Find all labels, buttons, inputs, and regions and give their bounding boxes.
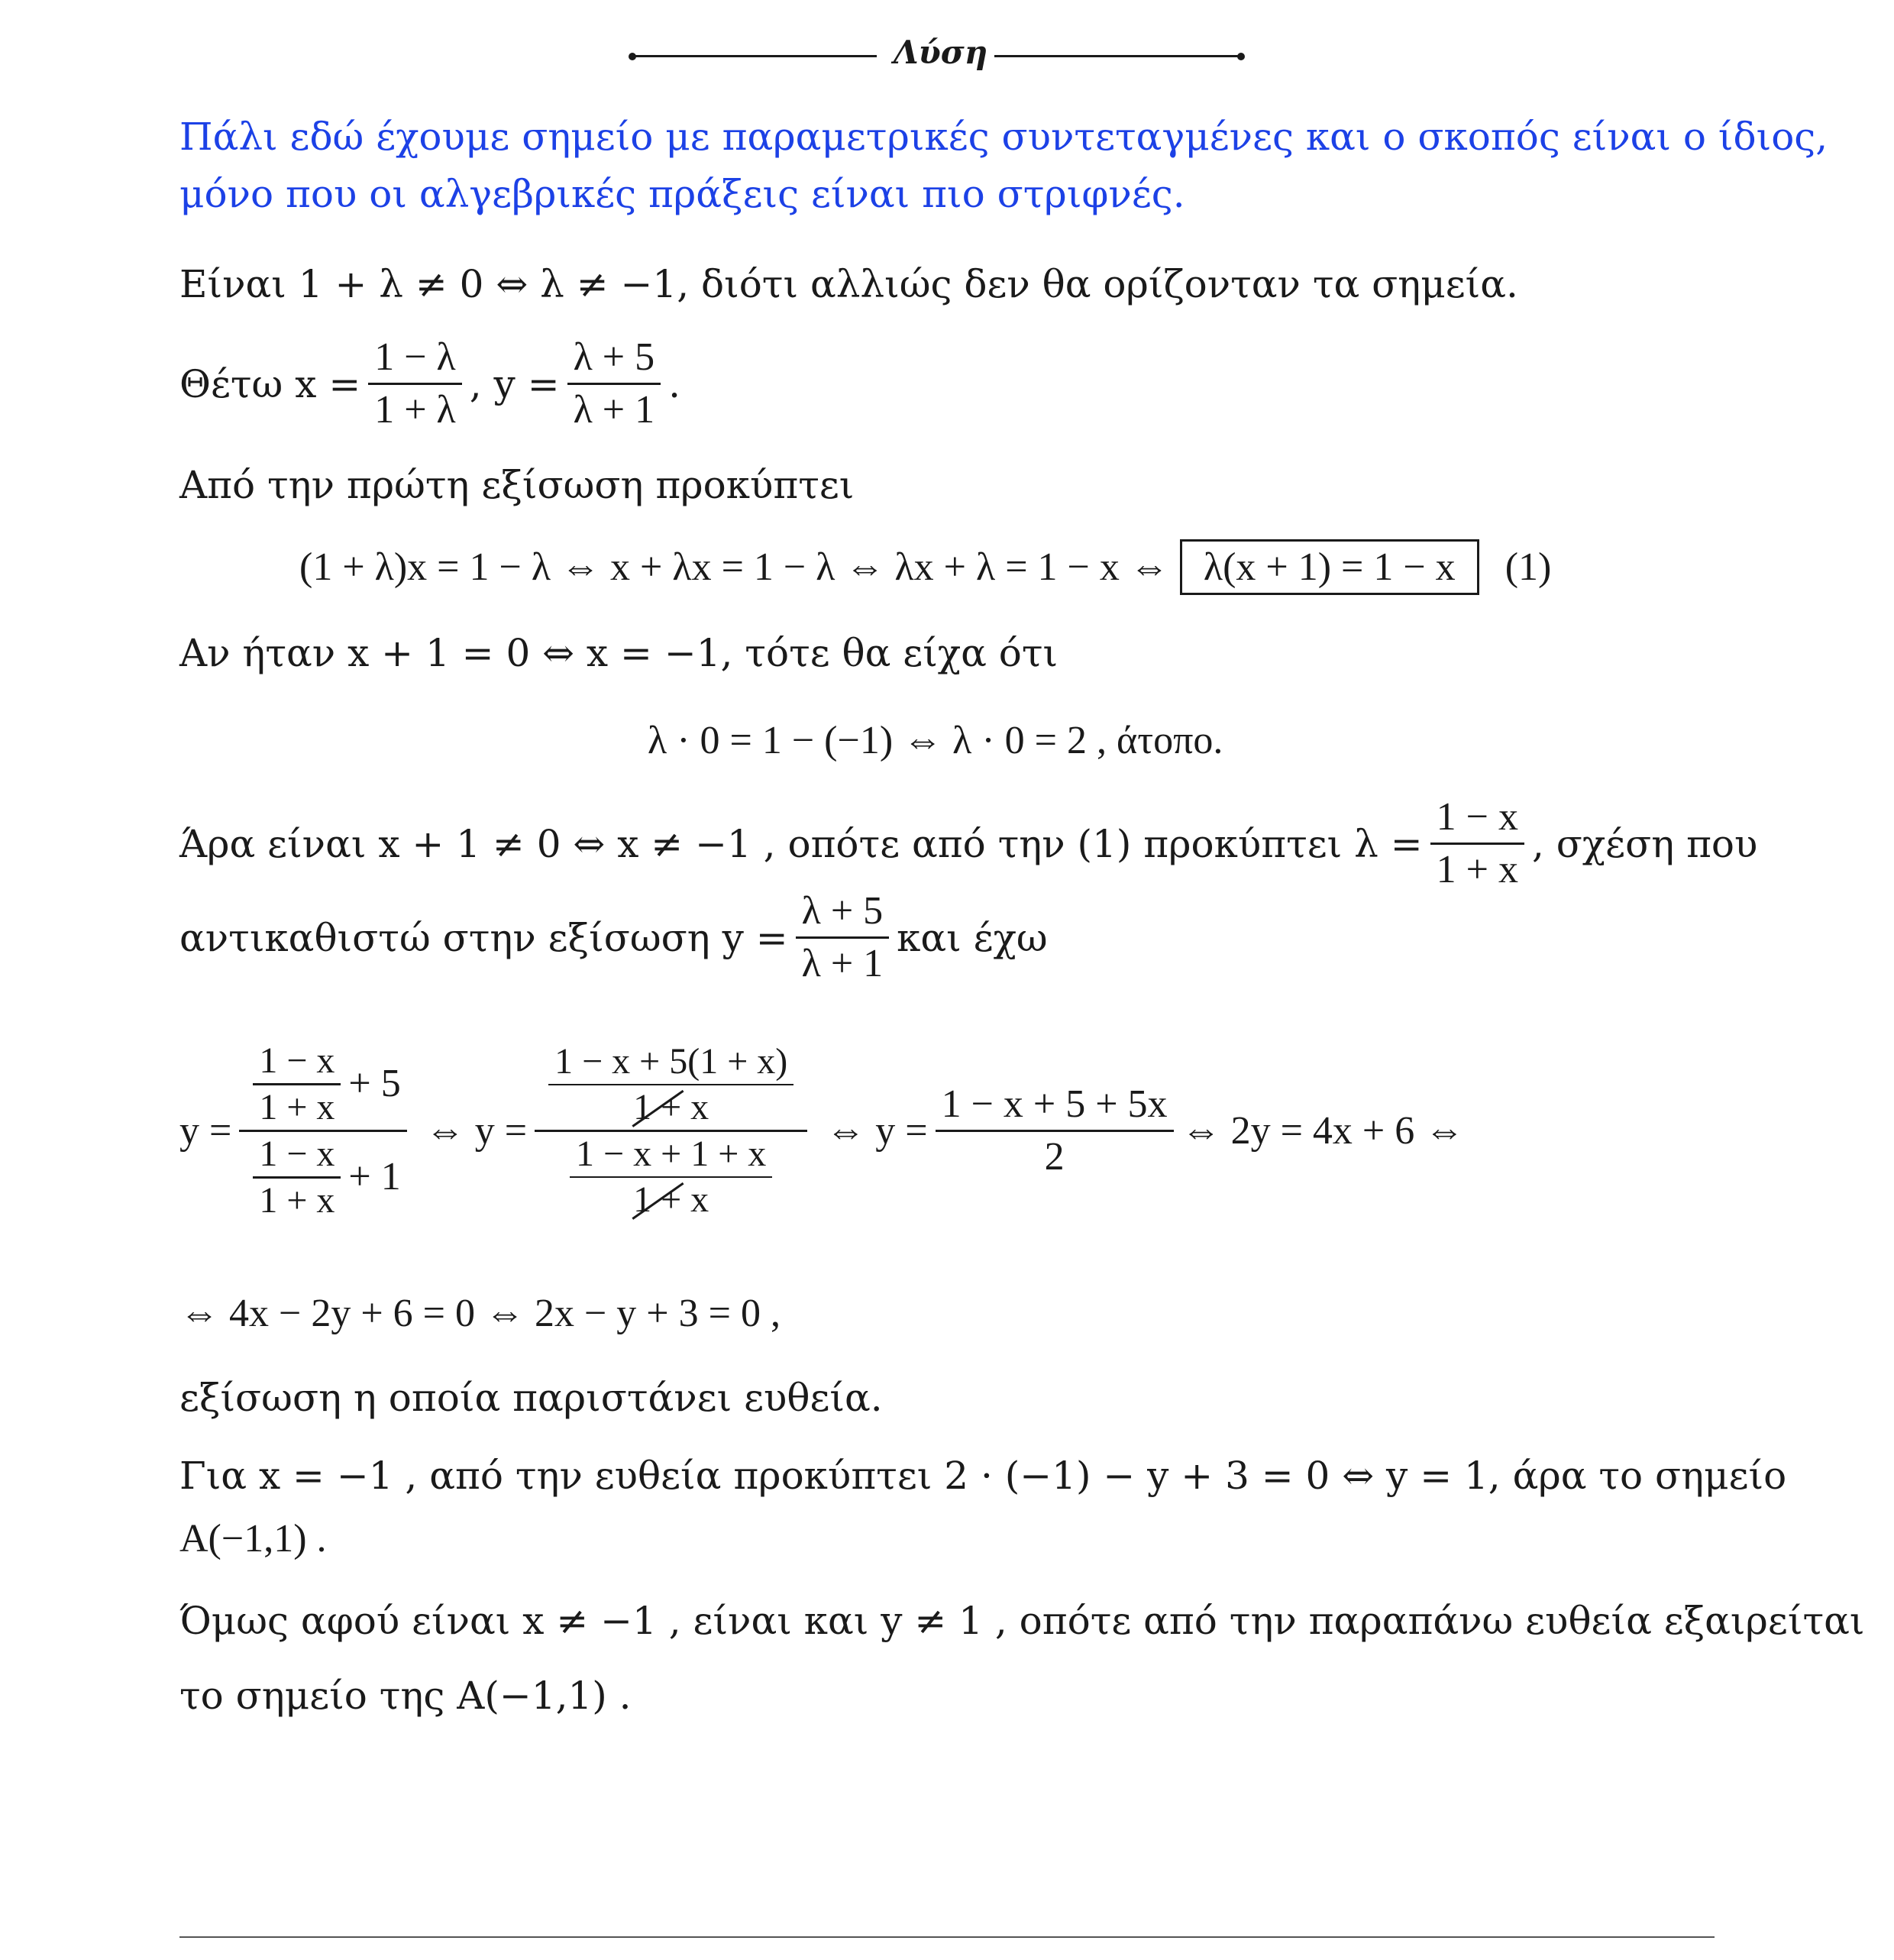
compound-b-top-frac — [548, 1040, 793, 1130]
compound-b-bottom — [556, 1132, 786, 1222]
compound-b-bottom-den-cancelled: 1 + x — [627, 1178, 715, 1222]
fraction-x-den: 1 + λ — [374, 388, 456, 432]
compound-a-top-plus: + 5 — [348, 1062, 401, 1105]
compound-a-top-frac — [253, 1039, 341, 1130]
equation-1 — [299, 535, 1551, 599]
equation-4: ⇔ 4x − 2y + 6 = 0 ⇔ 2x − y + 3 = 0 , — [179, 1292, 781, 1335]
paragraph-exclusion-line-2: το σημείο της A(−1,1) . — [179, 1674, 632, 1718]
paragraph-substitute — [179, 886, 1048, 989]
intro-line-2: μόνο που οι αλγεβρικές πράξεις είναι πιο στριφνές. — [179, 172, 1185, 216]
fraction-c — [936, 1079, 1174, 1182]
fraction-c-den: 2 — [1044, 1134, 1065, 1179]
paragraph-set-xy — [179, 332, 680, 435]
fraction-c-num: 1 − x + 5 + 5x — [941, 1082, 1168, 1126]
compound-a-bottom-den: 1 + x — [259, 1179, 335, 1221]
compound-a-bottom-num: 1 − x — [259, 1133, 335, 1174]
equation-1-tag: (1) — [1505, 545, 1552, 589]
fraction-y-lambda — [796, 886, 890, 989]
paragraph-point-line-2: A(−1,1) . — [179, 1517, 327, 1561]
paragraph-line: εξίσωση η οποία παριστάνει ευθεία. — [179, 1376, 883, 1420]
paragraph-exclusion-line-1: Όμως αφού είναι x ≠ −1 , είναι και y ≠ 1 , οπότε από την παραπάνω ευθεία εξαιρείται — [179, 1599, 1865, 1643]
compound-b-top-den-cancelled: 1 + x — [627, 1085, 715, 1130]
compound-a-top-den: 1 + x — [259, 1086, 335, 1127]
fraction-lambda-num: 1 − x — [1436, 795, 1518, 839]
fraction-y-lambda-den: λ + 1 — [801, 942, 884, 985]
paragraph-condition: Είναι 1 + λ ≠ 0 ⇔ λ ≠ −1, διότι αλλιώς δεν θα ορίζονταν τα σημεία. — [179, 262, 1518, 306]
set-xy-end: . — [668, 361, 681, 406]
fraction-x — [368, 332, 462, 435]
compound-fraction-a — [239, 1039, 406, 1223]
paragraph-first-equation: Από την πρώτη εξίσωση προκύπτει — [179, 463, 855, 507]
heading-left-rule — [634, 55, 877, 57]
eq3-y-eq: y = — [179, 1108, 232, 1153]
fraction-y — [567, 332, 661, 435]
fraction-x-num: 1 − λ — [374, 335, 456, 379]
set-xy-lead: Θέτω x = — [179, 361, 361, 406]
set-xy-mid: , y = — [469, 361, 560, 406]
fraction-lambda-den: 1 + x — [1436, 848, 1518, 891]
eq3-tail: ⇔ 2y = 4x + 6 ⇔ — [1181, 1108, 1465, 1153]
equation-1-boxed: λ(x + 1) = 1 − x — [1180, 539, 1479, 595]
solution-heading: Λύση — [894, 34, 988, 71]
compound-a-bottom-plus: + 1 — [348, 1155, 401, 1198]
compound-fraction-b — [535, 1040, 807, 1222]
equation-3 — [179, 1020, 1464, 1241]
eq3-iff-1: ⇔ y = — [425, 1108, 528, 1153]
heading-right-rule — [994, 55, 1240, 57]
fraction-lambda — [1430, 792, 1524, 895]
fraction-y-num: λ + 5 — [573, 335, 655, 379]
substitute-lead: αντικαθιστώ στην εξίσωση y = — [179, 915, 788, 960]
lambda-end: , σχέση που — [1531, 821, 1758, 866]
compound-a-top — [239, 1039, 406, 1130]
eq3-iff-2: ⇔ y = — [826, 1108, 928, 1153]
compound-b-bottom-num: 1 − x + 1 + x — [576, 1133, 767, 1174]
intro-line-1: Πάλι εδώ έχουμε σημείο με παραμετρικές συντεταγμένες και ο σκοπός είναι ο ίδιος, — [179, 115, 1828, 159]
footer-divider — [179, 1936, 1715, 1938]
paragraph-point-line-1: Για x = −1 , από την ευθεία προκύπτει 2 · (−1) − y + 3 = 0 ⇔ y = 1, άρα το σημείο — [179, 1454, 1787, 1498]
substitute-end: και έχω — [897, 915, 1048, 960]
compound-a-bottom-frac — [253, 1132, 341, 1223]
equation-2: λ · 0 = 1 − (−1) ⇔ λ · 0 = 2 , άτοπο. — [648, 719, 1223, 762]
compound-a-top-num: 1 − x — [259, 1040, 335, 1081]
heading-right-dot — [1237, 53, 1245, 60]
compound-a-bottom — [239, 1132, 406, 1223]
paragraph-case: Αν ήταν x + 1 = 0 ⇔ x = −1, τότε θα είχα ότι — [179, 631, 1059, 675]
fraction-y-den: λ + 1 — [573, 388, 655, 432]
fraction-y-lambda-num: λ + 5 — [801, 889, 884, 933]
paragraph-lambda — [179, 792, 1757, 895]
compound-b-bottom-frac — [570, 1132, 772, 1222]
compound-b-top — [535, 1040, 807, 1130]
equation-1-chain: (1 + λ)x = 1 − λ ⇔ x + λx = 1 − λ ⇔ λx + λ = 1 − x ⇔ — [299, 545, 1169, 589]
lambda-lead: Άρα είναι x + 1 ≠ 0 ⇔ x ≠ −1 , οπότε από την (1) προκύπτει λ = — [179, 821, 1423, 866]
compound-b-top-num: 1 − x + 5(1 + x) — [554, 1040, 788, 1082]
